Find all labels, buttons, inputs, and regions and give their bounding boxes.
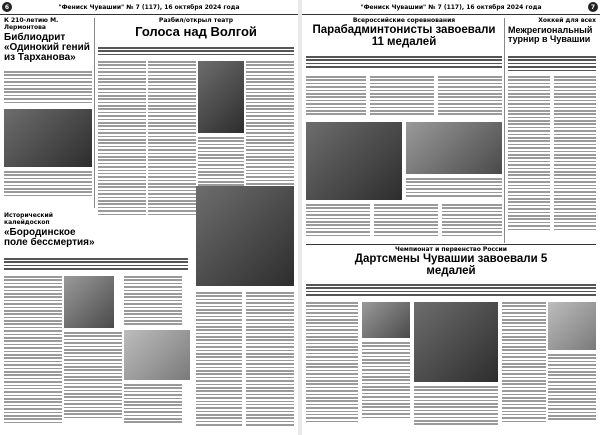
chess-title: Межрегиональный турнир в Чувашии bbox=[508, 25, 593, 44]
lermontov-rubric: К 210-летию М. Лермонтова bbox=[4, 17, 59, 31]
borodino-photo-2 bbox=[124, 330, 190, 380]
darts-photo-2 bbox=[414, 302, 498, 382]
left-page bbox=[0, 0, 298, 435]
chess-rubric: Хоккей для всех bbox=[538, 17, 596, 24]
left-page-number: 6 bbox=[2, 2, 12, 12]
darts-article bbox=[306, 246, 596, 286]
lermontov-title: Библиодрит «Одинокий гений из Тарханова» bbox=[4, 32, 90, 63]
left-page-header bbox=[0, 0, 298, 15]
right-page-header bbox=[302, 0, 600, 15]
lermontov-article bbox=[4, 17, 92, 207]
borodino-lead bbox=[4, 258, 188, 272]
para-medals-photo bbox=[406, 122, 502, 174]
para-rubric: Всероссийские соревнования bbox=[352, 17, 456, 24]
volga-concert-photo bbox=[196, 186, 294, 286]
right-page-number: 7 bbox=[588, 2, 598, 12]
volga-title: Голоса над Волгой bbox=[135, 24, 257, 39]
darts-rubric: Чемпионат и первенство России bbox=[395, 246, 507, 253]
left-page-header-text: "Фениск Чувашии" № 7 (117), 16 октября 2024 года bbox=[58, 3, 240, 11]
volga-rubric: Разбил/открыл театр bbox=[158, 17, 234, 24]
darts-lead bbox=[306, 284, 596, 298]
volga-singer-photo bbox=[198, 61, 244, 133]
darts-photo-3 bbox=[548, 302, 596, 350]
borodino-title: «Бородинское поле бессмертия» bbox=[4, 227, 95, 248]
darts-title: Дартсмены Чувашии завоевали 5 медалей bbox=[354, 253, 548, 277]
para-article bbox=[306, 17, 502, 57]
para-lead bbox=[306, 56, 502, 70]
volga-lead bbox=[98, 47, 294, 57]
right-page-header-text: "Фениск Чувашии" № 7 (117), 16 октября 2024 года bbox=[360, 3, 542, 11]
para-team-photo bbox=[306, 122, 402, 200]
lermontov-photo bbox=[4, 109, 92, 167]
borodino-photo-1 bbox=[64, 276, 114, 328]
right-page bbox=[302, 0, 600, 435]
darts-photo-1 bbox=[362, 302, 410, 338]
borodino-rubric: Исторический калейдоскоп bbox=[4, 212, 53, 226]
lermontov-text bbox=[4, 71, 92, 105]
para-title: Парабадминтонисты завоевали 11 медалей bbox=[312, 24, 496, 48]
